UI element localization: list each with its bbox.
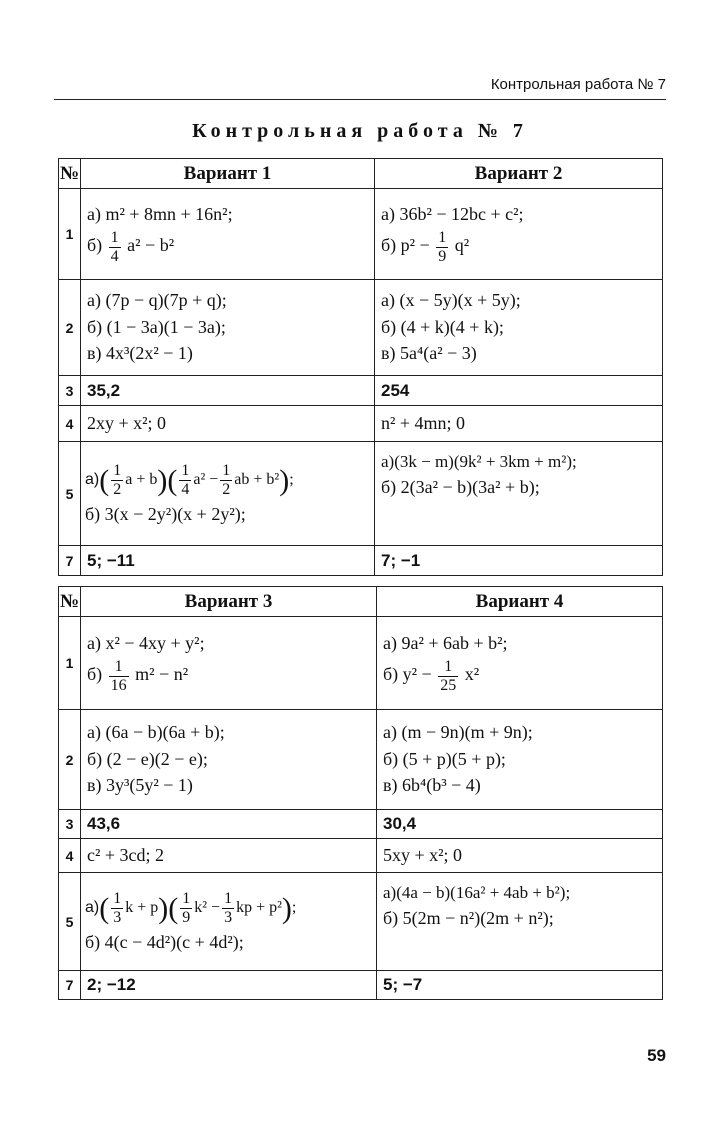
answer-line: а) m² + 8mn + 16n²; xyxy=(87,203,233,224)
answer-cell xyxy=(81,442,375,546)
table-row xyxy=(59,546,663,576)
answer-line: а) (x − 5y)(x + 5y); xyxy=(381,290,521,311)
table-row xyxy=(59,971,663,1000)
table-row xyxy=(59,189,663,280)
fraction: $\frac{1}{2}$ xyxy=(113,462,122,498)
answer-line xyxy=(87,658,370,694)
task-number: 3 xyxy=(59,810,81,839)
task-number: 5 xyxy=(59,442,81,546)
fraction: $\frac{1}{25}$ xyxy=(440,658,457,694)
answer-cell: 254 xyxy=(375,376,663,406)
answer-cell: 2xy + x²; 0 xyxy=(81,406,375,442)
variant-header: Вариант 4 xyxy=(377,587,663,617)
answer-line: б) (2 − e)(2 − e); xyxy=(87,748,208,769)
answer-line: б) (1 − 3a)(1 − 3a); xyxy=(87,316,226,337)
table-row xyxy=(59,839,663,873)
answer-label: а) xyxy=(85,470,100,488)
answer-cell xyxy=(81,189,375,280)
answer-line: а)(4a − b)(16a² + 4ab + b²); xyxy=(383,883,571,902)
answer-expression: kp + p² xyxy=(236,898,282,916)
answer-line: а) (m − 9n)(m + 9n); xyxy=(383,722,533,743)
number-column-header: № xyxy=(59,587,81,617)
answer-line: в) 3y³(5y² − 1) xyxy=(87,775,193,796)
table-row xyxy=(59,406,663,442)
table-header-row xyxy=(59,159,663,189)
fraction: $\frac{1}{4}$ xyxy=(110,229,119,265)
answer-cell xyxy=(375,189,663,280)
answer-label: б) xyxy=(87,235,103,256)
answer-expression: a + b xyxy=(125,470,158,488)
answer-line: а) 36b² − 12bc + c²; xyxy=(381,203,524,224)
answer-expression: x² xyxy=(464,664,480,685)
running-header: Контрольная работа № 7 xyxy=(54,76,666,100)
answer-cell: n² + 4mn; 0 xyxy=(375,406,663,442)
answer-expression: k + p xyxy=(125,898,159,916)
page-number: 59 xyxy=(647,1046,666,1065)
table-row xyxy=(59,280,663,376)
answer-expression: a² − xyxy=(193,470,219,488)
task-number: 5 xyxy=(59,873,81,971)
answer-cell: 7; −1 xyxy=(375,546,663,576)
task-number: 7 xyxy=(59,546,81,576)
answer-cell: 43,6 xyxy=(81,810,377,839)
answer-line: а)(3k − m)(9k² + 3km + m²); xyxy=(381,452,577,471)
fraction: $\frac{1}{16}$ xyxy=(110,658,127,694)
task-number: 2 xyxy=(59,710,81,810)
answer-expression: ab + b² xyxy=(234,470,280,488)
answer-line: а) x² − 4xy + y²; xyxy=(87,632,205,653)
answer-line: а)( $\frac{1}{3}$ k + p)( $\frac{1}{9}$ k² − $\frac{1}{3}$ kp + p²); xyxy=(85,890,297,926)
answer-cell xyxy=(377,617,663,710)
task-number: 1 xyxy=(59,189,81,280)
variant-header: Вариант 2 xyxy=(375,159,663,189)
answer-line: б) (5 + p)(5 + p); xyxy=(383,748,506,769)
table-row xyxy=(59,442,663,546)
answer-expression: m² − n² xyxy=(135,664,189,685)
answer-expression: q² xyxy=(454,235,470,256)
task-number: 3 xyxy=(59,376,81,406)
answer-cell xyxy=(81,617,377,710)
answer-cell: c² + 3cd; 2 xyxy=(81,839,377,873)
answer-line: б) (4 + k)(4 + k); xyxy=(381,316,504,337)
answer-line: в) 4x³(2x² − 1) xyxy=(87,343,193,364)
answer-cell xyxy=(81,873,377,971)
answer-cell: 30,4 xyxy=(377,810,663,839)
answer-cell: 35,2 xyxy=(81,376,375,406)
page-title: Контрольная работа № 7 xyxy=(192,120,528,142)
answer-line xyxy=(87,229,368,265)
answer-line: а) (6a − b)(6a + b); xyxy=(87,722,225,743)
task-number: 4 xyxy=(59,406,81,442)
answer-cell xyxy=(375,442,663,546)
answer-cell xyxy=(377,873,663,971)
answer-label: а) xyxy=(85,898,100,916)
answer-line xyxy=(381,229,656,265)
fraction: $\frac{1}{2}$ xyxy=(222,462,231,498)
table-row xyxy=(59,873,663,971)
answer-line xyxy=(383,658,656,694)
variant-header: Вариант 3 xyxy=(81,587,377,617)
fraction: $\frac{1}{4}$ xyxy=(181,462,190,498)
answer-line: б) 4(c − 4d²)(c + 4d²); xyxy=(85,931,244,952)
answer-line: б) 2(3a² − b)(3a² + b); xyxy=(381,477,540,498)
task-number: 2 xyxy=(59,280,81,376)
number-column-header: № xyxy=(59,159,81,189)
answer-cell xyxy=(81,280,375,376)
task-number: 1 xyxy=(59,617,81,710)
table-header-row xyxy=(59,587,663,617)
answer-line: б) 5(2m − n²)(2m + n²); xyxy=(383,908,554,929)
answer-line: а) 9a² + 6ab + b²; xyxy=(383,632,508,653)
answer-label: б) xyxy=(87,664,103,685)
answer-cell: 5; −7 xyxy=(377,971,663,1000)
fraction: $\frac{1}{3}$ xyxy=(113,890,122,926)
table-row xyxy=(59,710,663,810)
answer-expression: k² − xyxy=(194,898,221,916)
answers-table-2 xyxy=(58,586,663,1000)
table-row xyxy=(59,617,663,710)
answer-cell xyxy=(375,280,663,376)
answer-line: б) 3(x − 2y²)(x + 2y²); xyxy=(85,503,246,524)
answer-label: б) p² − xyxy=(381,235,430,256)
answer-line: в) 5a⁴(a² − 3) xyxy=(381,343,477,364)
fraction: $\frac{1}{9}$ xyxy=(182,890,191,926)
answer-expression: a² − b² xyxy=(127,235,175,256)
answer-line: а) (7p − q)(7p + q); xyxy=(87,290,227,311)
fraction: $\frac{1}{3}$ xyxy=(224,890,233,926)
answer-cell xyxy=(81,710,377,810)
answer-cell xyxy=(377,710,663,810)
answer-line: а)( $\frac{1}{2}$ a + b)( $\frac{1}{4}$ a² − $\frac{1}{2}$ ab + b²); xyxy=(85,462,294,498)
task-number: 7 xyxy=(59,971,81,1000)
answer-cell: 5xy + x²; 0 xyxy=(377,839,663,873)
answer-label: б) y² − xyxy=(383,664,432,685)
table-row xyxy=(59,376,663,406)
answer-cell: 2; −12 xyxy=(81,971,377,1000)
answers-table-1 xyxy=(58,158,663,576)
answer-cell: 5; −11 xyxy=(81,546,375,576)
table-row xyxy=(59,810,663,839)
fraction: $\frac{1}{9}$ xyxy=(438,229,447,265)
answer-line: в) 6b⁴(b³ − 4) xyxy=(383,775,481,796)
task-number: 4 xyxy=(59,839,81,873)
variant-header: Вариант 1 xyxy=(81,159,375,189)
